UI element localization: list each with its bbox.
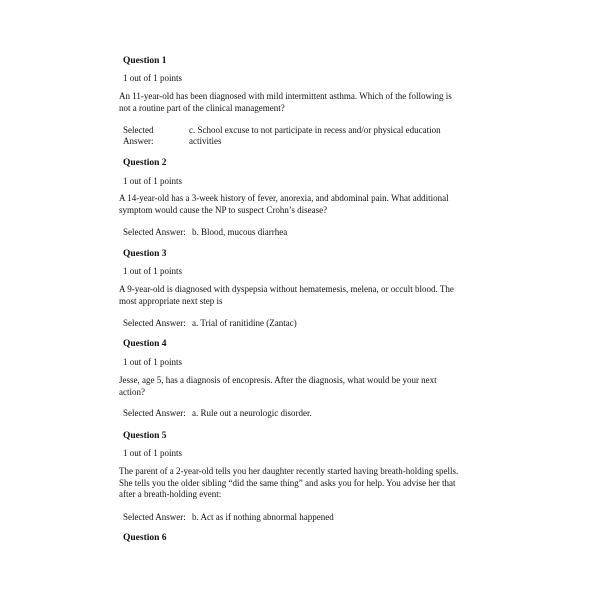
- question-4-answer-label: Selected Answer:: [123, 408, 186, 418]
- question-2-selected-answer: b. Blood, mucous diarrhea: [192, 227, 288, 237]
- question-4-text: Jesse, age 5, has a diagnosis of encopresis. After the diagnosis, what would be your next action?: [119, 375, 437, 397]
- question-5-answer-label: Selected Answer:: [123, 512, 186, 522]
- question-1-points: 1 out of 1 points: [123, 73, 183, 83]
- question-1-title: Question 1: [123, 56, 167, 66]
- question-6-title: Question 6: [123, 533, 167, 543]
- question-3-text: A 9-year-old is diagnosed with dyspepsia without hematemesis, melena, or occult blood. The most appropriate next step is: [119, 284, 454, 306]
- question-2-answer-label: Selected Answer:: [123, 227, 186, 237]
- question-3-points: 1 out of 1 points: [123, 266, 183, 276]
- question-3-title: Question 3: [123, 249, 167, 259]
- question-3-selected-answer: a. Trial of ranitidine (Zantac): [192, 318, 297, 328]
- question-1-answer-label: Selected Answer:: [123, 125, 154, 146]
- question-2-text: A 14-year-old has a 3-week history of fever, anorexia, and abdominal pain. What additional symptom would cause the NP to suspect Crohn’s disease?: [119, 193, 449, 215]
- question-1-text: An 11-year-old has been diagnosed with mild intermittent asthma. Which of the following is not a routine part of the clinical management?: [119, 91, 452, 113]
- question-3-answer-label: Selected Answer:: [123, 318, 186, 328]
- question-5-points: 1 out of 1 points: [123, 448, 183, 458]
- question-5-selected-answer: b. Act as if nothing abnormal happened: [192, 512, 334, 522]
- question-4-selected-answer: a. Rule out a neurologic disorder.: [192, 408, 312, 418]
- question-1-selected-answer: c. School excuse to not participate in recess and/or physical education activities: [189, 125, 441, 146]
- question-2-points: 1 out of 1 points: [123, 176, 183, 186]
- question-5-title: Question 5: [123, 431, 167, 441]
- question-5-text: The parent of a 2-year-old tells you her daughter recently started having breath-holding spells. She tells you the older sibling “did the same thing” and asks you for help. You advise her that after a breath-holding event:: [119, 466, 459, 499]
- question-4-points: 1 out of 1 points: [123, 357, 183, 367]
- question-4-title: Question 4: [123, 339, 167, 349]
- question-2-title: Question 2: [123, 158, 167, 168]
